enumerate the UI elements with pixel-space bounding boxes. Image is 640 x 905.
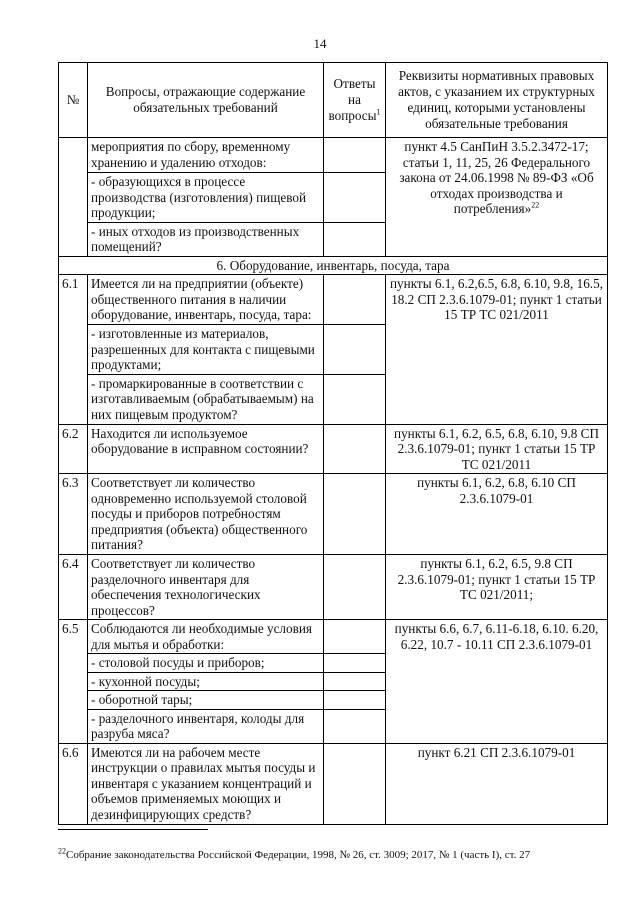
requirements-table: [58, 62, 608, 825]
answer-cell[interactable]: [324, 424, 386, 474]
footnote-ref-22: 22: [531, 200, 540, 210]
reference-text: пункт 4.5 СанПиН 3.5.2.3472-17; статьи 1, 11, 25, 26 Федерального закона от 24.06.1998 № 89-ФЗ «Об отходах производства и потребления»: [399, 139, 594, 216]
answer-cell[interactable]: [324, 620, 386, 654]
footnote-text: Собрание законодательства Российской Федерации, 1998, № 26, ст. 3009; 2017, № 1 (часть I), ст. 27: [66, 849, 531, 861]
row-number: 6.1: [59, 275, 88, 425]
row-number: 6.2: [59, 424, 88, 474]
answer-cell[interactable]: [324, 709, 386, 743]
row-number: 6.5: [59, 620, 88, 744]
row-number: 6.6: [59, 743, 88, 824]
question-cell: - иных отходов из производственных помещений?: [88, 222, 324, 256]
table-row: [59, 138, 608, 173]
row-number: 6.3: [59, 474, 88, 555]
footnote-mark: 22: [58, 846, 66, 856]
answer-cell[interactable]: [324, 138, 386, 173]
footnote-divider: [58, 829, 208, 830]
question-cell: - образующихся в процессе производства (изготовления) пищевой продукции;: [88, 173, 324, 223]
question-cell: мероприятия по сбору, временному хранению и удалению отходов:: [88, 138, 324, 173]
question-cell: - промаркированные в соответствии с изготавливаемым (обрабатываемым) на них пищевым продуктом?: [88, 374, 324, 424]
reference-cell: пункты 6.1, 6.2,6.5, 6.8, 6.10, 9.8, 16.5, 18.2 СП 2.3.6.1079-01; пункт 1 статьи 15 ТР ТС 021/2011: [386, 275, 608, 425]
answer-cell[interactable]: [324, 743, 386, 824]
section-title: 6. Оборудование, инвентарь, посуда, тара: [59, 256, 608, 275]
answer-cell[interactable]: [324, 555, 386, 620]
question-cell: - оборотной тары;: [88, 691, 324, 710]
question-cell: Имеются ли на рабочем месте инструкции о правилах мытья посуды и инвентаря с указанием концентраций и объемов применяемых моющих и дезинфицирующих средств?: [88, 743, 324, 824]
answer-cell[interactable]: [324, 654, 386, 673]
answer-cell[interactable]: [324, 691, 386, 710]
table-row: [59, 424, 608, 474]
question-cell: Соответствует ли количество одновременно используемой столовой посуды и приборов потребностям предприятия (объекта) общественного питания?: [88, 474, 324, 555]
answer-cell[interactable]: [324, 474, 386, 555]
header-answers-label: Ответы на вопросы: [328, 76, 377, 123]
num-cell: [59, 138, 88, 257]
reference-cell: пункты 6.1, 6.2, 6.8, 6.10 СП 2.3.6.1079-01: [386, 474, 608, 555]
question-cell: Находится ли используемое оборудование в исправном состоянии?: [88, 424, 324, 474]
reference-cell: [386, 138, 608, 257]
question-cell: - кухонной посуды;: [88, 672, 324, 691]
question-cell: Соблюдаются ли необходимые условия для мытья и обработки:: [88, 620, 324, 654]
question-cell: Имеется ли на предприятии (объекте) общественного питания в наличии оборудование, инвентарь, посуда, тара:: [88, 275, 324, 325]
question-cell: Соответствует ли количество разделочного инвентаря для обеспечения технологических процессов?: [88, 555, 324, 620]
table-row: [59, 474, 608, 555]
reference-cell: пункты 6.6, 6.7, 6.11-6.18, 6.10. 6.20, 6.22, 10.7 - 10.11 СП 2.3.6.1079-01: [386, 620, 608, 744]
table-row: [59, 275, 608, 325]
header-questions: Вопросы, отражающие содержание обязательных требований: [88, 63, 324, 138]
footnote: [58, 846, 618, 861]
question-cell: - изготовленные из материалов, разрешенных для контакта с пищевыми продуктами;: [88, 325, 324, 375]
answer-cell[interactable]: [324, 325, 386, 375]
reference-cell: пункты 6.1, 6.2, 6.5, 9.8 СП 2.3.6.1079-01; пункт 1 статьи 15 ТР ТС 021/2011;: [386, 555, 608, 620]
header-requisites: Реквизиты нормативных правовых актов, с указанием их структурных единиц, которыми установлены обязательные требования: [386, 63, 608, 138]
header-answers-sup: 1: [376, 107, 381, 117]
table-row: [59, 620, 608, 654]
table-row: [59, 743, 608, 824]
answer-cell[interactable]: [324, 374, 386, 424]
section-row: [59, 256, 608, 275]
row-number: 6.4: [59, 555, 88, 620]
header-num: №: [59, 63, 88, 138]
answer-cell[interactable]: [324, 222, 386, 256]
table-row: [59, 555, 608, 620]
answer-cell[interactable]: [324, 173, 386, 223]
answer-cell[interactable]: [324, 275, 386, 325]
page-number: 14: [313, 36, 327, 51]
reference-cell: пункт 6.21 СП 2.3.6.1079-01: [386, 743, 608, 824]
header-answers: [324, 63, 386, 138]
table-header-row: [59, 63, 608, 138]
reference-cell: пункты 6.1, 6.2, 6.5, 6.8, 6.10, 9.8 СП 2.3.6.1079-01; пункт 1 статьи 15 ТР ТС 021/2011: [386, 424, 608, 474]
question-cell: - разделочного инвентаря, колоды для разруба мяса?: [88, 709, 324, 743]
answer-cell[interactable]: [324, 672, 386, 691]
question-cell: - столовой посуды и приборов;: [88, 654, 324, 673]
